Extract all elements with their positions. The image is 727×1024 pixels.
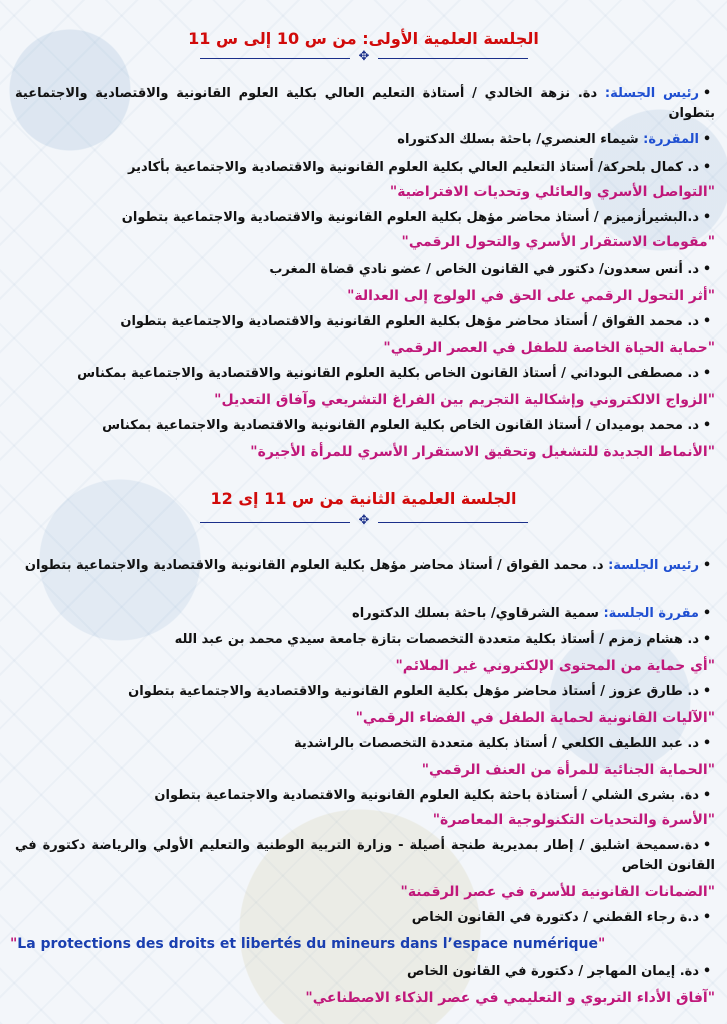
session-1-divider (0, 49, 727, 66)
speaker-text: د. أنس سعدون/ دكتور في القانون الخاص / عضو نادي قضاة المغرب (269, 262, 699, 277)
session-1-chair: •رئيس الجسلة: دة. نزهة الخالدي / أستاذة التعليم العالي بكلية العلوم القانونية والاقتصادية والاجتماعية بتطوان (15, 86, 715, 121)
talk-topic: "الزواج الالكتروني وإشكالية التجريم بين الفراغ التشريعي وآفاق التعديل" (214, 392, 715, 408)
speaker-text: دة. بشرى الشلي / أستاذة باحثة بكلية العلوم القانونية والاقتصادية والاجتماعية بتطوان (154, 788, 699, 803)
rapporteur-label: مقررة الجلسة: (603, 606, 699, 621)
speaker: •دة. بشرى الشلي / أستاذة باحثة بكلية العلوم القانونية والاقتصادية والاجتماعية بتطوان (154, 788, 712, 803)
speaker-text: د. مصطفى البوداني / أستاذ القانون الخاص بكلية العلوم القانونية والاقتصادية والاجتماعية بمكناس (77, 366, 699, 381)
speaker-text: دة.سميحة اشليق / إطار بمديرية طنجة أصيلة - وزارة التربية الوطنية والتعليم الأولي والرياضة دكتورة في القانون الخاص (15, 838, 715, 873)
speaker-text: د. محمد القواق / أستاذ محاضر مؤهل بكلية العلوم القانونية والاقتصادية والاجتماعية بتطوان (120, 314, 699, 329)
speaker: •د. مصطفى البوداني / أستاذ القانون الخاص بكلية العلوم القانونية والاقتصادية والاجتماعية بمكناس (77, 366, 712, 381)
speaker: •د. محمد بوميدان / أستاذ القانون الخاص بكلية العلوم القانونية والاقتصادية والاجتماعية بمكناس (102, 418, 712, 433)
rapporteur-text: سمية الشرقاوي/ باحثة بسلك الدكتوراه (352, 606, 599, 621)
speaker-text: د. عبد اللطيف الكلعي / أستاذ بكلية متعددة التخصصات بالراشدية (294, 736, 699, 751)
talk-topic: "الضمانات القانونية للأسرة في عصر الرقمنة" (400, 884, 715, 900)
chair-label: رئيس الجسلة: (604, 86, 699, 101)
talk-topic: "الأنماط الجديدة للتشغيل وتحقيق الاستقرار الأسري للمرأة الأجيرة" (250, 444, 715, 460)
talk-topic: "الآليات القانونية لحماية الطفل في الفضاء الرقمي" (355, 710, 715, 726)
rapporteur-text: شيماء العنصري/ باحثة بسلك الدكتوراه (397, 132, 639, 147)
speaker: •د.البشيرأزميزم / أستاذ محاضر مؤهل بكلية العلوم القانونية والاقتصادية والاجتماعية بتطوان (121, 210, 712, 225)
talk-topic: "أثر التحول الرقمي على الحق في الولوج إلى العدالة" (347, 288, 715, 304)
speaker: •دة.سميحة اشليق / إطار بمديرية طنجة أصيلة - وزارة التربية الوطنية والتعليم الأولي والرياضة دكتورة في القانون الخاص (15, 838, 715, 873)
speaker-text: د. طارق عزوز / أستاذ محاضر مؤهل بكلية العلوم القانونية والاقتصادية والاجتماعية بتطوان (128, 684, 699, 699)
speaker: •د. كمال بلحركة/ أستاذ التعليم العالي بكلية العلوم القانونية والاقتصادية والاجتماعية بأكادير (128, 160, 712, 175)
speaker-text: د. كمال بلحركة/ أستاذ التعليم العالي بكلية العلوم القانونية والاقتصادية والاجتماعية بأكادير (128, 160, 699, 175)
speaker-text: د. هشام زمزم / أستاذ بكلية متعددة التخصصات بتازة جامعة سيدي محمد بن عبد الله (174, 632, 699, 647)
speaker-text: د. محمد بوميدان / أستاذ القانون الخاص بكلية العلوم القانونية والاقتصادية والاجتماعية بمكناس (102, 418, 699, 433)
talk-topic: "آفاق الأداء التربوي و التعليمي في عصر الذكاء الاصطناعي" (305, 990, 715, 1006)
speaker-text: دة. إيمان المهاجر / دكتورة في القانون الخاص (406, 964, 699, 979)
chair-text: د. محمد القواق / أستاذ محاضر مؤهل بكلية العلوم القانونية والاقتصادية والاجتماعية بتطوان (24, 558, 604, 573)
talk-topic: "الحماية الجنائية للمرأة من العنف الرقمي" (421, 762, 715, 778)
rapporteur-label: المقررة: (643, 132, 699, 147)
session-1-rapporteur: •المقررة: شيماء العنصري/ باحثة بسلك الدكتوراه (397, 132, 712, 147)
speaker: •د. محمد القواق / أستاذ محاضر مؤهل بكلية العلوم القانونية والاقتصادية والاجتماعية بتطوان (120, 314, 712, 329)
session-2-divider (0, 513, 727, 530)
speaker-text: د.ة رجاء القطني / دكتورة في القانون الخاص (411, 910, 699, 925)
speaker: •د. عبد اللطيف الكلعي / أستاذ بكلية متعددة التخصصات بالراشدية (294, 736, 712, 751)
talk-topic: "التواصل الأسري والعائلي وتحديات الافتراضية" (389, 184, 715, 200)
speaker: •د.ة رجاء القطني / دكتورة في القانون الخاص (411, 910, 712, 925)
talk-topic-french: "La protections des droits et libertés du mineurs dans l’espace numérique" (10, 936, 606, 952)
talk-topic: "مقومات الاستقرار الأسري والتحول الرقمي" (401, 234, 715, 250)
session-2-chair: •رئيس الجلسة: د. محمد القواق / أستاذ محاضر مؤهل بكلية العلوم القانونية والاقتصادية والاجتماعية بتطوان (24, 558, 712, 573)
speaker: •د. هشام زمزم / أستاذ بكلية متعددة التخصصات بتازة جامعة سيدي محمد بن عبد الله (174, 632, 712, 647)
speaker: •دة. إيمان المهاجر / دكتورة في القانون الخاص (406, 964, 712, 979)
speaker-text: د.البشيرأزميزم / أستاذ محاضر مؤهل بكلية العلوم القانونية والاقتصادية والاجتماعية بتطوان (121, 210, 699, 225)
talk-topic: "حماية الحياة الخاصة للطفل في العصر الرقمي" (383, 340, 715, 356)
chair-label: رئيس الجلسة: (608, 558, 699, 573)
ornament-icon: ✥ (358, 49, 370, 64)
talk-topic: "أي حماية من المحتوى الإلكتروني غير الملائم" (395, 658, 715, 674)
session-2-title: الجلسة العلمية الثانية من س 11 إى 12 (210, 489, 517, 508)
talk-topic: "الأسرة والتحديات التكنولوجية المعاصرة" (432, 812, 715, 828)
chair-text: دة. نزهة الخالدي / أستاذة التعليم العالي بكلية العلوم القانونية والاقتصادية والاجتماعية بتطوان (15, 86, 715, 121)
speaker: •د. أنس سعدون/ دكتور في القانون الخاص / عضو نادي قضاة المغرب (269, 262, 712, 277)
session-2-rapporteur: •مقررة الجلسة: سمية الشرقاوي/ باحثة بسلك الدكتوراه (352, 606, 712, 621)
ornament-icon: ✥ (358, 513, 370, 528)
session-1-title: الجلسة العلمية الأولى: من س 10 إلى س 11 (188, 29, 539, 48)
speaker: •د. طارق عزوز / أستاذ محاضر مؤهل بكلية العلوم القانونية والاقتصادية والاجتماعية بتطوان (128, 684, 712, 699)
